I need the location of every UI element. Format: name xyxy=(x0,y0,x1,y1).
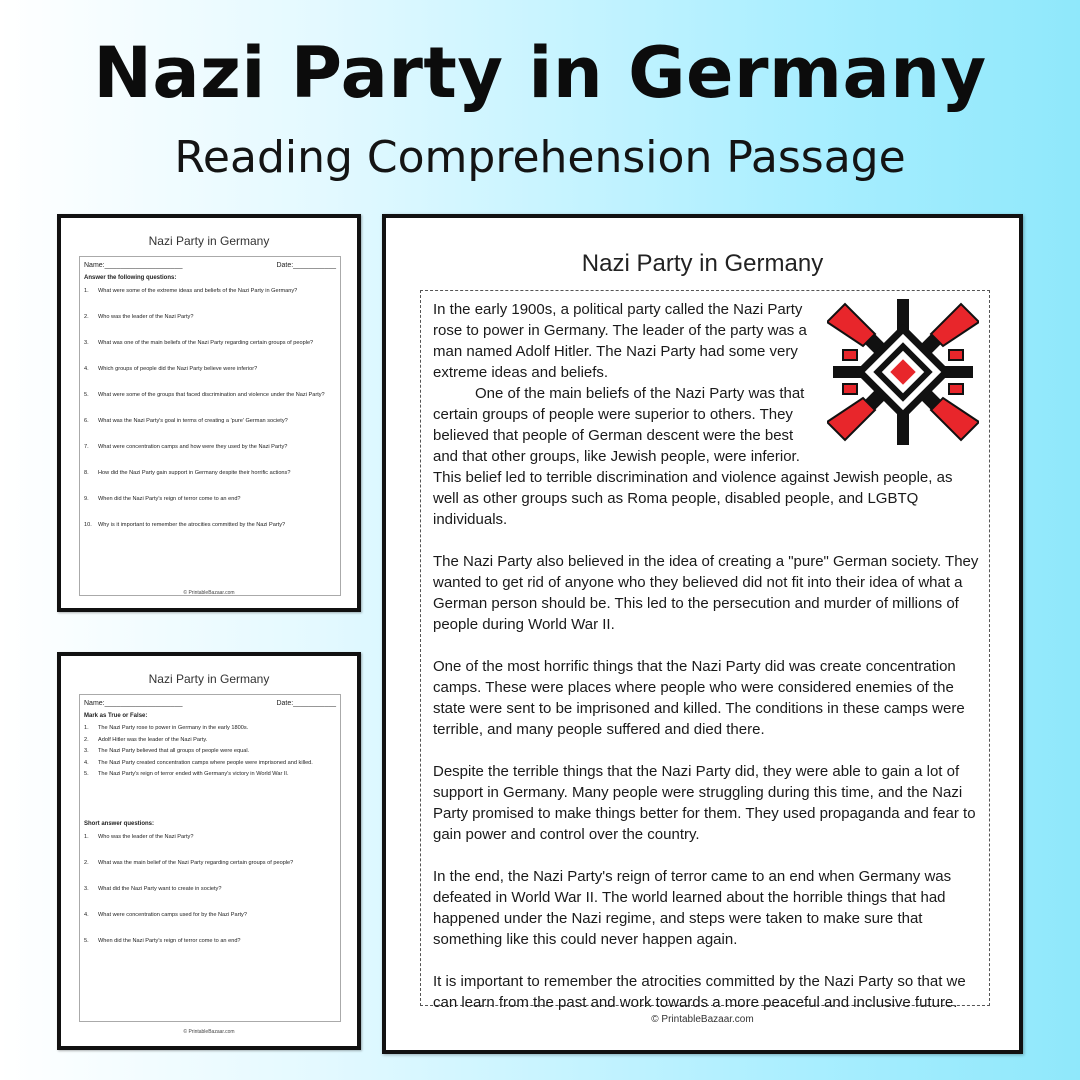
item-number: 1. xyxy=(84,833,89,840)
item-number: 4. xyxy=(84,911,89,918)
item-text: Adolf Hitler was the leader of the Nazi Party. xyxy=(98,736,208,743)
question-text: What was one of the main beliefs of the Nazi Party regarding certain groups of people? xyxy=(98,340,314,346)
passage-title: Nazi Party in Germany xyxy=(581,250,824,277)
passage-paragraph: Despite the terrible things that the Nazi Party did, they were able to gain a lot of support in Germany. Many people were struggling during this time, and the Nazi Party promised to make things better for them. They used propaganda and fear to gain power and control over the country. xyxy=(433,763,976,843)
item-number: 5. xyxy=(84,937,89,944)
list-item xyxy=(84,938,336,959)
list-item xyxy=(84,444,336,465)
list-item xyxy=(84,470,336,491)
short-answer-instruction: Short answer questions: xyxy=(84,820,155,827)
passage-text xyxy=(433,299,979,1013)
item-text: The Nazi Party's reign of terror ended with Germany's victory in World War II. xyxy=(98,771,289,777)
passage-paragraph-text: One of the main beliefs of the Nazi Party was that certain groups of people were superior to others. They believed that people of German descent were the best and that other groups, like Jewish people, were inferior. This belief led to terrible discrimination and violence against Jewish people, as well as other groups such as Roma people, disabled people, and LGBTQ individuals. xyxy=(433,385,953,528)
true-false-instruction: Mark as True or False: xyxy=(84,713,148,719)
name-field-label: Name:____________________ xyxy=(84,262,183,269)
question-text: Why is it important to remember the atrocities committed by the Nazi Party? xyxy=(98,522,286,528)
page-subtitle: Reading Comprehension Passage xyxy=(174,132,906,183)
list-item xyxy=(84,522,336,543)
list-item xyxy=(84,860,336,881)
list-item xyxy=(84,771,336,779)
passage-box xyxy=(420,290,990,1011)
item-number: 4. xyxy=(84,759,89,766)
question-text: What were concentration camps and how were they used by the Nazi Party? xyxy=(98,444,288,450)
item-text: Who was the leader of the Nazi Party? xyxy=(98,833,194,840)
list-item xyxy=(84,912,336,933)
question-number: 2. xyxy=(84,314,89,320)
question-list xyxy=(80,288,340,543)
item-number: 2. xyxy=(84,736,89,743)
item-number: 3. xyxy=(84,885,89,892)
question-text: Which groups of people did the Nazi Party believe were inferior? xyxy=(98,366,258,372)
worksheet-title: Nazi Party in Germany xyxy=(148,234,270,248)
question-number: 5. xyxy=(84,392,89,398)
question-number: 1. xyxy=(84,288,89,294)
list-item xyxy=(84,760,336,768)
short-answer-list xyxy=(80,834,340,959)
item-text: The Nazi Party created concentration camps where people were imprisoned and killed. xyxy=(98,759,313,766)
question-number: 6. xyxy=(84,418,89,424)
list-item xyxy=(84,314,336,335)
true-false-list xyxy=(80,725,340,779)
list-item xyxy=(84,748,336,756)
item-number: 3. xyxy=(84,748,89,754)
geometric-emblem-icon xyxy=(827,299,979,445)
name-date-row xyxy=(80,257,340,271)
name-date-row xyxy=(80,695,340,709)
passage-paragraph: It is important to remember the atrocities committed by the Nazi Party so that we can learn from the past and work towards a more peaceful and inclusive future. xyxy=(433,973,966,1011)
list-item xyxy=(84,340,336,361)
list-item xyxy=(84,496,336,517)
item-text: When did the Nazi Party's reign of terror come to an end? xyxy=(98,937,241,944)
list-item xyxy=(84,725,336,733)
list-item xyxy=(84,366,336,387)
page-title: Nazi Party in Germany xyxy=(93,32,987,114)
item-text: What were concentration camps used for by the Nazi Party? xyxy=(98,911,247,918)
question-text: How did the Nazi Party gain support in Germany despite their horrific actions? xyxy=(98,470,291,476)
passage-paragraph: The Nazi Party also believed in the idea of creating a "pure" German society. They wanted to get rid of anyone who they believed did not fit into their idea of what a German person should be. This led to the persecution and murder of millions of people during World War II. xyxy=(433,553,979,633)
passage-paragraph: In the end, the Nazi Party's reign of terror came to an end when Germany was defeated in World War II. The world learned about the horrible things that had happened under the Nazi regime, and steps were taken to make sure that something like this could never happen again. xyxy=(433,868,952,948)
passage-paragraph: One of the most horrific things that the Nazi Party did was create concentration camps. These were places where people who were considered enemies of the state were sent to be imprisoned and killed. The conditions in these camps were terrible, and many people suffered and died there. xyxy=(433,658,965,738)
passage-page-preview xyxy=(382,214,1023,1054)
question-number: 8. xyxy=(84,470,89,476)
item-text: What did the Nazi Party want to create in society? xyxy=(98,885,222,892)
list-item xyxy=(84,418,336,439)
list-item xyxy=(84,834,336,855)
item-text: What was the main belief of the Nazi Party regarding certain groups of people? xyxy=(98,859,294,866)
item-number: 2. xyxy=(84,859,89,866)
worksheet-instruction: Answer the following questions: xyxy=(84,275,177,281)
question-text: What were some of the groups that faced discrimination and violence under the Nazi Party? xyxy=(98,392,325,398)
question-text: Who was the leader of the Nazi Party? xyxy=(98,314,194,320)
question-number: 7. xyxy=(84,444,89,450)
name-field-label: Name:____________________ xyxy=(84,700,183,707)
question-text: What was the Nazi Party's goal in terms of creating a 'pure' German society? xyxy=(98,418,288,424)
worksheet-footer: © PrintableBazaar.com xyxy=(183,590,235,596)
worksheet-content-box xyxy=(79,256,341,596)
item-text: The Nazi Party rose to power in Germany in the early 1800s. xyxy=(98,725,249,731)
question-text: What were some of the extreme ideas and beliefs of the Nazi Party in Germany? xyxy=(98,288,298,294)
list-item xyxy=(84,737,336,745)
list-item xyxy=(84,392,336,413)
worksheet-questions-preview xyxy=(57,214,361,612)
list-item xyxy=(84,886,336,907)
passage-paragraph: In the early 1900s, a political party called the Nazi Party rose to power in Germany. The leader of the party was a man named Adolf Hitler. The Nazi Party had some very extreme ideas and beliefs. xyxy=(433,301,807,381)
date-field-label: Date:___________ xyxy=(276,700,336,707)
question-number: 9. xyxy=(84,496,89,502)
worksheet-footer: © PrintableBazaar.com xyxy=(183,1029,235,1035)
worksheet-title: Nazi Party in Germany xyxy=(148,672,270,686)
question-number: 4. xyxy=(84,366,89,372)
question-number: 10. xyxy=(84,522,92,528)
passage-footer: © PrintableBazaar.com xyxy=(651,1014,754,1025)
item-number: 5. xyxy=(84,771,89,777)
item-number: 1. xyxy=(84,725,89,731)
worksheet-content-box xyxy=(79,694,341,1022)
list-item xyxy=(84,288,336,309)
worksheet-true-false-preview xyxy=(57,652,361,1050)
date-field-label: Date:___________ xyxy=(276,262,336,269)
question-number: 3. xyxy=(84,340,89,346)
item-text: The Nazi Party believed that all groups of people were equal. xyxy=(98,748,250,754)
question-text: When did the Nazi Party's reign of terror come to an end? xyxy=(98,496,241,502)
